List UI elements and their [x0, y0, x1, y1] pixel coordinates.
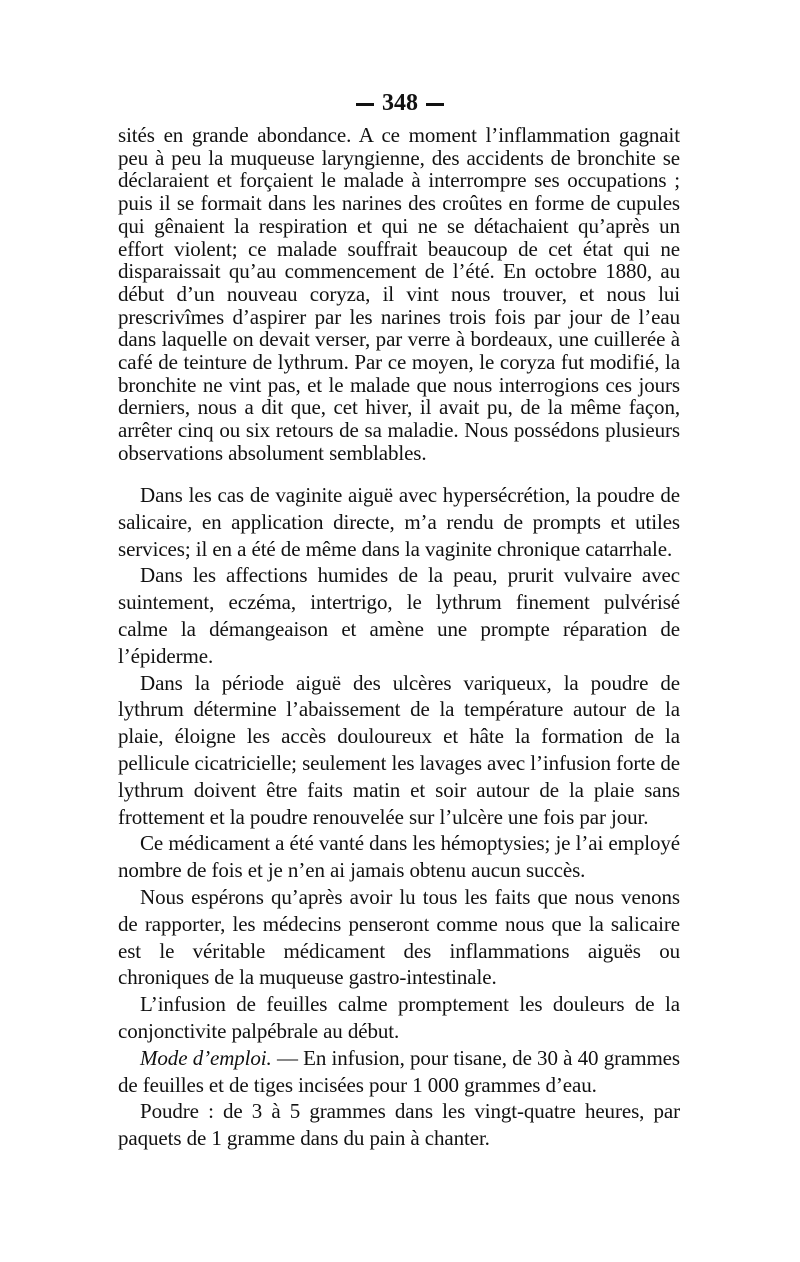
paragraph-poudre: Poudre : de 3 à 5 grammes dans les vingt-quatre heures, par paquets de 1 gramme dans du pain à chanter.: [118, 1099, 680, 1151]
paragraph-ulceres-variqueux: Dans la période aiguë des ulcères variqueux, la poudre de lythrum détermine l’abaissement de la température autour de la plaie, éloigne les accès douloureux et hâte la formation de la pellicule cicatricielle; seulement les lavages avec l’infusion forte de lythrum doivent être faits matin et soir autour de la plaie sans frottement et la poudre renouvelée sur l’ulcère une fois par jour.: [118, 670, 680, 829]
page-number-header: [0, 88, 800, 118]
continued-paragraph-block: [118, 124, 680, 465]
paragraph-hemoptysies: Ce médicament a été vanté dans les hémoptysies; je l’ai employé nombre de fois et je n’en ai jamais obtenu aucun succès.: [118, 831, 680, 883]
page-number: 348: [382, 90, 418, 116]
mode-emploi-text: — En infusion, pour tisane, de 30 à 40 grammes de feuilles et de tiges incisées pour 1 000 grammes d’eau.: [118, 1045, 680, 1097]
paragraph-mode-emploi: [118, 1045, 680, 1099]
main-text-block: [118, 482, 680, 1152]
paragraph-conclusion: Nous espérons qu’après avoir lu tous les faits que nous venons de rapporter, les médecins penseront comme nous que la salicaire est le véritable médicament des inflammations aiguës ou chroniques de la muqueuse gastro-intestinale.: [118, 884, 680, 990]
mode-emploi-label: Mode d’emploi.: [140, 1045, 272, 1070]
left-dash: [356, 103, 374, 106]
paragraph-vaginite: Dans les cas de vaginite aiguë avec hypersécrétion, la poudre de salicaire, en application directe, m’a rendu de prompts et utiles services; il en a été de même dans la vaginite chronique catarrhale.: [118, 483, 680, 561]
paragraph-continued: sités en grande abondance. A ce moment l’inflammation gagnait peu à peu la muqueuse laryngienne, des accidents de bronchite se déclaraient et forçaient le malade à interrompre ses occupations ; puis il se formait dans les narines des croûtes en forme de cupules qui gênaient la respiration et qui ne se détachaient qu’après un effort violent; ce malade souffrait beaucoup de cet état qui ne disparaissait qu’au commencement de l’été. En octobre 1880, au début d’un nouveau coryza, il vint nous trouver, et nous lui prescrivîmes d’aspirer par les narines trois fois par jour de l’eau dans laquelle on devait verser, par verre à bordeaux, une cuillerée à café de teinture de lythrum. Par ce moyen, le coryza fut modifié, la bronchite ne vint pas, et le malade que nous interrogions ces jours derniers, nous a dit que, cet hiver, il avait pu, de la même façon, arrêter cinq ou six retours de sa maladie. Nous possédons plusieurs observations absolument semblables.: [118, 123, 680, 465]
paragraph-conjonctivite: L’infusion de feuilles calme promptement les douleurs de la conjonctivite palpébrale au début.: [118, 992, 680, 1043]
paragraph-affections-peau: Dans les affections humides de la peau, prurit vulvaire avec suintement, eczéma, intertrigo, le lythrum finement pulvérisé calme la démangeaison et amène une prompte réparation de l’épiderme.: [118, 563, 680, 668]
right-dash: [426, 103, 444, 106]
